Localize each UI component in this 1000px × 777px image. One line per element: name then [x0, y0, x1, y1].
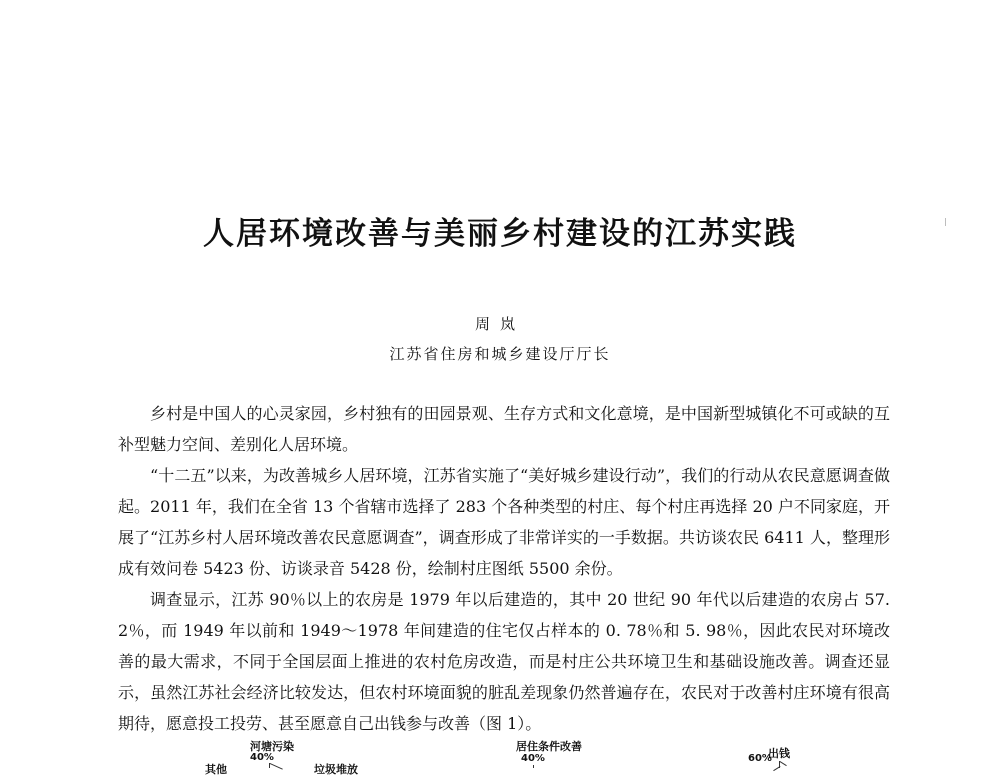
chart2-top-value: 40%: [521, 753, 545, 764]
article-body: [118, 398, 890, 739]
chart1-top-value: 40%: [250, 752, 274, 763]
author-affiliation: 江苏省住房和城乡建设厅厅长: [389, 345, 611, 363]
chart1-edge-line: [270, 763, 283, 770]
article-title: 人居环境改善与美丽乡村建设的江苏实践: [203, 216, 797, 252]
paragraph-2: “十二五”以来，为改善城乡人居环境，江苏省实施了“美好城乡建设行动”，我们的行动从农民意愿调查做起。2011 年，我们在全省 13 个省辖市选择了 283 个各种类型的村庄、每个村庄再选择 20 户不同家庭，开展了“江苏乡村人居环境改善农民意愿调查”，调查形成了非常详实的一手数据。共访谈农民 6411 人，整理形成有效问卷 5423 份、访谈录音 5428 份，绘制村庄图纸 5500 余份。: [118, 466, 890, 578]
chart3-top-value: 60%: [748, 753, 772, 764]
chart1-left-label: 其他: [205, 763, 227, 776]
paragraph-3: 调查显示，江苏 90％以上的农房是 1979 年以后建造的，其中 20 世纪 90 年代以后建造的农房占 57. 2％，而 1949 年以前和 1949～1978 年间建造的住宅仅占样本的 0. 78％和 5. 98％，因此农民对环境改善的最大需求，不同于全国层面上推进的农村危房改造，而是村庄公共环境卫生和基础设施改善。调查还显示，虽然江苏社会经济比较发达，但农村环境面貌的脏乱差现象仍然普遍存在，农民对于改善村庄环境有很高期待，愿意投工投劳、甚至愿意自己出钱参与改善（图 1）。: [118, 590, 890, 733]
author-name: 周岚: [474, 315, 525, 333]
chart3-top-label: 出钱: [768, 747, 790, 760]
chart3-edge-line-left: [773, 766, 780, 771]
chart1-top-label: 河塘污染: [250, 740, 294, 753]
chart2-top-label: 居住条件改善: [516, 740, 582, 753]
chart3-edge-line-right: [779, 761, 786, 766]
figure-1: [0, 728, 1000, 776]
chart1-right-label: 垃圾堆放: [314, 763, 358, 776]
paragraph-1: 乡村是中国人的心灵家园，乡村独有的田园景观、生存方式和文化意境，是中国新型城镇化不可或缺的互补型魅力空间、差别化人居环境。: [118, 404, 890, 454]
